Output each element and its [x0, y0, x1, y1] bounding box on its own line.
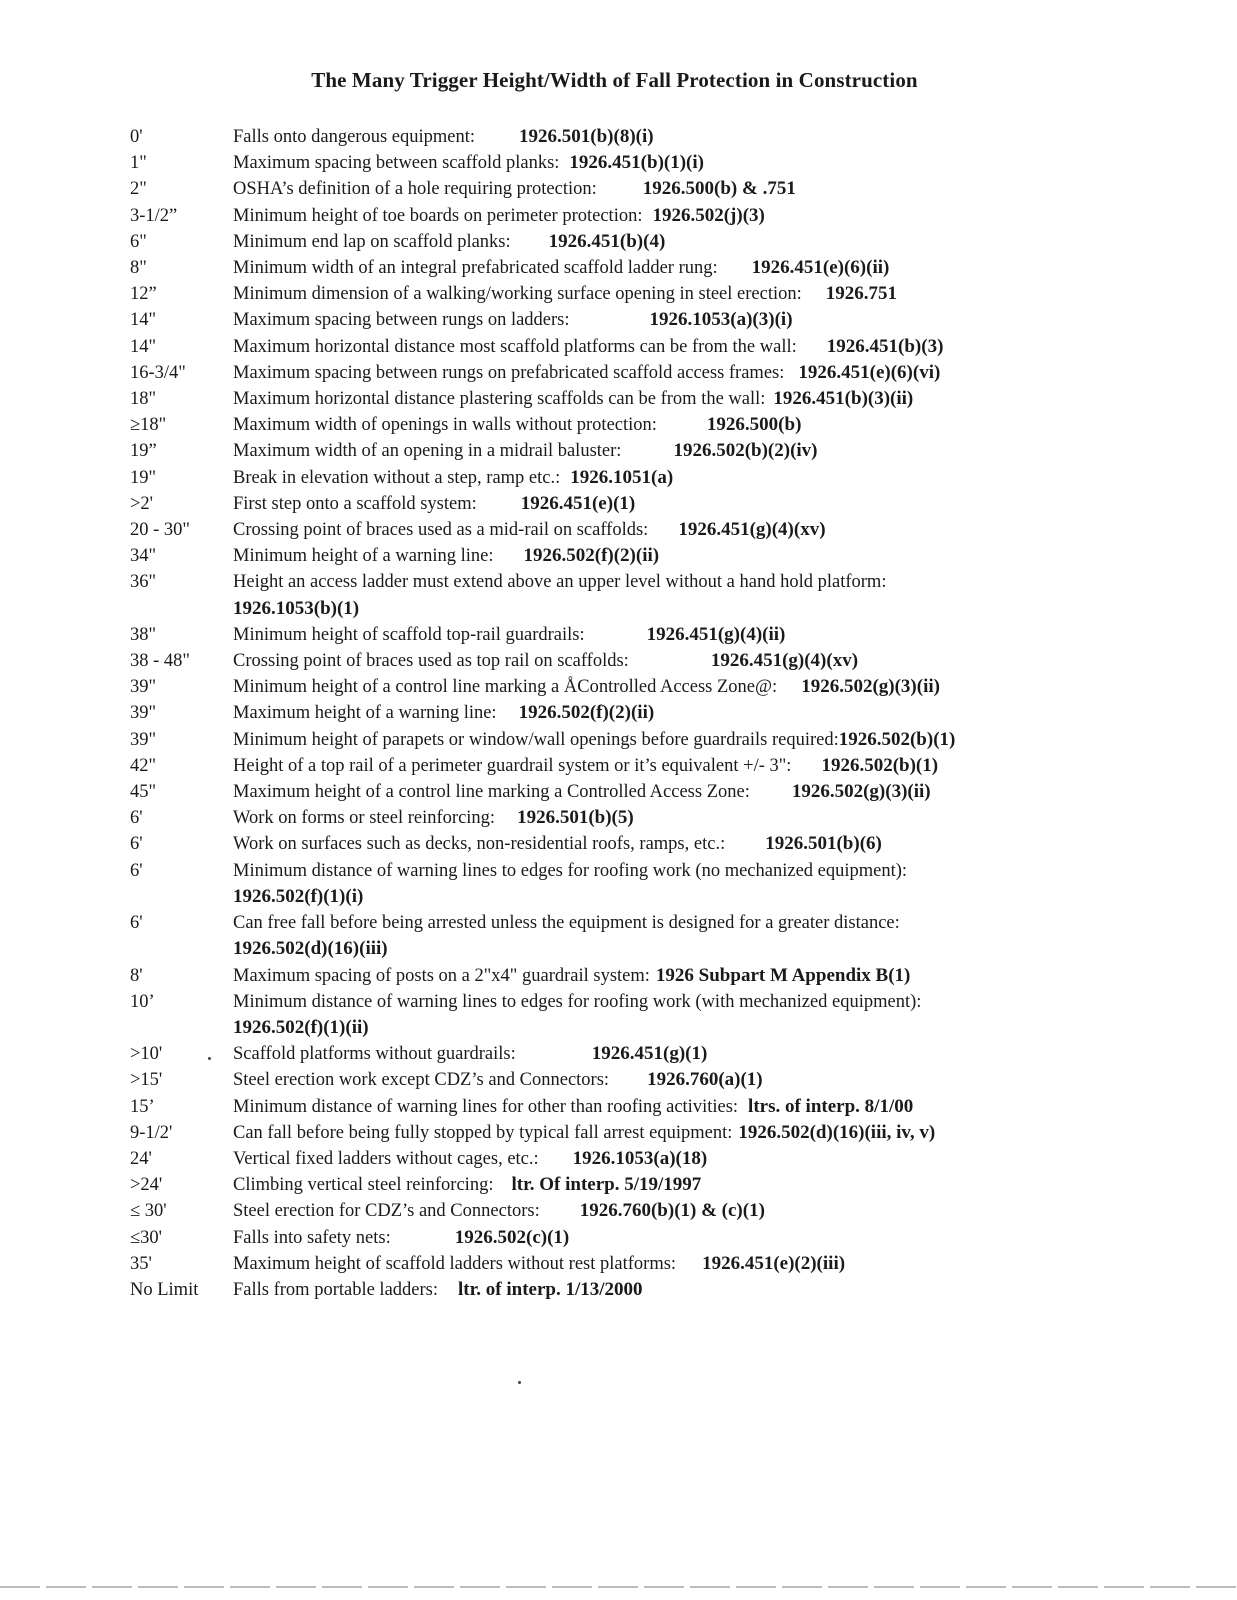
trigger-height: 19” — [130, 441, 157, 462]
regulation-reference: 1926.502(f)(2)(ii) — [518, 702, 655, 724]
requirement-description — [233, 334, 1220, 360]
regulation-reference: 1926.502(d)(16)(iii) — [233, 938, 388, 960]
trigger-height: 6' — [130, 913, 143, 934]
description-text: Minimum end lap on scaffold planks: — [233, 231, 511, 252]
trigger-height: 6" — [130, 231, 147, 252]
list-item — [130, 412, 1220, 438]
requirement-description — [233, 805, 1220, 831]
trigger-height: >15' — [130, 1070, 163, 1091]
regulation-reference: ltr. Of interp. 5/19/1997 — [511, 1174, 702, 1196]
description-text: Minimum height of toe boards on perimeter protection: — [233, 205, 643, 226]
description-text: Scaffold platforms without guardrails: — [233, 1044, 516, 1065]
list-item — [130, 150, 1220, 176]
description-text: Minimum height of a warning line: — [233, 546, 494, 567]
regulation-reference: 1926.501(b)(5) — [517, 807, 634, 829]
requirement-description — [233, 727, 1220, 753]
regulation-reference: ltrs. of interp. 8/1/00 — [748, 1095, 914, 1117]
trigger-height: 2" — [130, 179, 147, 200]
list-item — [130, 963, 1220, 989]
regulation-reference: 1926.502(g)(3)(ii) — [801, 676, 940, 698]
list-item — [130, 910, 1220, 962]
requirement-description — [233, 438, 1220, 464]
regulation-reference: 1926.451(e)(1) — [520, 492, 636, 514]
description-text: First step onto a scaffold system: — [233, 493, 477, 514]
trigger-height: 38 - 48" — [130, 651, 190, 672]
requirement-description — [233, 412, 1220, 438]
list-item — [130, 1251, 1220, 1277]
regulation-reference: 1926.1053(a)(3)(i) — [649, 309, 793, 331]
regulation-reference: 1926.451(b)(3)(ii) — [773, 388, 914, 410]
requirement-description — [233, 648, 1220, 674]
trigger-height: 8" — [130, 258, 147, 279]
regulation-reference: 1926.760(b)(1) & (c)(1) — [579, 1200, 765, 1222]
regulation-reference: 1926.451(g)(4)(xv) — [710, 650, 859, 672]
regulation-reference: 1926.451(e)(6)(ii) — [751, 257, 890, 279]
trigger-height: 6' — [130, 834, 143, 855]
description-text: Steel erection work except CDZ’s and Connectors: — [233, 1070, 610, 1091]
requirement-description — [233, 491, 1220, 517]
scan-edge-line — [0, 1586, 1237, 1588]
requirement-description — [233, 1277, 1220, 1303]
list-item — [130, 1041, 1220, 1067]
regulation-reference: 1926.502(f)(1)(ii) — [233, 1016, 369, 1038]
description-text: Climbing vertical steel reinforcing: — [233, 1175, 494, 1196]
description-text: Falls into safety nets: — [233, 1227, 391, 1248]
trigger-height: ≤ 30' — [130, 1201, 167, 1222]
description-text: Can free fall before being arrested unless the equipment is designed for a greater distance: — [233, 913, 900, 934]
requirement-description — [233, 622, 1220, 648]
regulation-reference: ltr. of interp. 1/13/2000 — [458, 1278, 643, 1300]
trigger-height: 42" — [130, 755, 157, 776]
requirement-description — [233, 229, 1220, 255]
list-item — [130, 1172, 1220, 1198]
trigger-height: >24' — [130, 1175, 163, 1196]
list-item — [130, 543, 1220, 569]
trigger-height: 36" — [130, 572, 157, 593]
regulation-reference: 1926.1053(a)(18) — [572, 1147, 708, 1169]
regulation-reference: 1926.502(j)(3) — [652, 204, 765, 226]
regulation-reference: 1926.502(g)(3)(ii) — [791, 781, 931, 803]
description-text: Minimum height of scaffold top-rail guardrails: — [233, 624, 585, 645]
list-item — [130, 334, 1220, 360]
regulation-reference: 1926.751 — [825, 283, 897, 305]
trigger-height: 9-1/2' — [130, 1122, 173, 1143]
regulation-reference: 1926.502(f)(2)(ii) — [523, 545, 660, 567]
requirement-description — [233, 465, 1220, 491]
regulation-reference: 1926.502(b)(2)(iv) — [673, 440, 818, 462]
list-item — [130, 700, 1220, 726]
regulation-reference: 1926.502(c)(1) — [454, 1226, 570, 1248]
regulation-reference: 1926.1051(a) — [570, 466, 674, 488]
regulation-reference: 1926.451(b)(3) — [826, 335, 944, 357]
requirement-description — [233, 517, 1220, 543]
list-item — [130, 1225, 1220, 1251]
description-text: Height of a top rail of a perimeter guardrail system or it’s equivalent +/- 3": — [233, 755, 792, 776]
trigger-height: 6' — [130, 808, 143, 829]
list-item — [130, 674, 1220, 700]
list-item — [130, 622, 1220, 648]
requirement-description — [233, 307, 1220, 333]
trigger-height: 38" — [130, 624, 157, 645]
trigger-height: 34" — [130, 546, 157, 567]
description-text: Minimum distance of warning lines for other than roofing activities: — [233, 1096, 739, 1117]
trigger-height: No Limit — [130, 1279, 199, 1300]
requirement-description — [233, 1041, 1220, 1067]
description-text: OSHA’s definition of a hole requiring protection: — [233, 179, 597, 200]
description-text: Steel erection for CDZ’s and Connectors: — [233, 1201, 540, 1222]
requirement-description — [233, 569, 1220, 621]
requirement-description — [233, 989, 1220, 1041]
list-item — [130, 805, 1220, 831]
requirement-description — [233, 963, 1220, 989]
list-item — [130, 727, 1220, 753]
description-text: Maximum horizontal distance most scaffold platforms can be from the wall: — [233, 336, 797, 357]
scan-speck — [518, 1381, 521, 1384]
list-item — [130, 517, 1220, 543]
description-text: Height an access ladder must extend above an upper level without a hand hold platform: — [233, 572, 887, 593]
requirement-description — [233, 1225, 1220, 1251]
description-text: Maximum spacing between rungs on prefabricated scaffold access frames: — [233, 362, 785, 383]
requirement-description — [233, 124, 1220, 150]
requirement-description — [233, 1094, 1220, 1120]
trigger-height: 39" — [130, 677, 157, 698]
regulation-reference: 1926.502(b)(1) — [838, 728, 956, 750]
trigger-height: 14" — [130, 310, 157, 331]
regulation-reference: 1926.451(g)(1) — [591, 1043, 708, 1065]
requirement-description — [233, 910, 1220, 962]
description-text: Maximum spacing between scaffold planks: — [233, 153, 560, 174]
list-item — [130, 1277, 1220, 1303]
regulation-reference: 1926.500(b) & .751 — [642, 178, 796, 200]
requirement-description — [233, 1067, 1220, 1093]
requirement-description — [233, 255, 1220, 281]
list-item — [130, 1198, 1220, 1224]
requirement-description — [233, 858, 1220, 910]
trigger-height: 8' — [130, 965, 143, 986]
trigger-height: 3-1/2” — [130, 205, 178, 226]
trigger-height: >10' — [130, 1044, 163, 1065]
trigger-height: 14" — [130, 336, 157, 357]
list-item — [130, 360, 1220, 386]
trigger-height: 18" — [130, 389, 157, 410]
description-text: Maximum width of openings in walls without protection: — [233, 415, 657, 436]
requirement-description — [233, 753, 1220, 779]
description-text: Maximum spacing between rungs on ladders: — [233, 310, 570, 331]
trigger-height: ≥18" — [130, 415, 167, 436]
requirement-description — [233, 1120, 1220, 1146]
regulation-reference: 1926.501(b)(8)(i) — [519, 126, 654, 147]
list-item — [130, 307, 1220, 333]
regulation-reference: 1926.760(a)(1) — [647, 1069, 763, 1091]
trigger-height: 24' — [130, 1148, 152, 1169]
trigger-height: 19" — [130, 467, 157, 488]
regulation-reference: 1926.1053(b)(1) — [233, 597, 360, 619]
trigger-height: 6' — [130, 860, 143, 881]
regulation-reference: 1926.451(g)(4)(xv) — [678, 519, 826, 541]
trigger-height: 12” — [130, 284, 157, 305]
requirement-description — [233, 1198, 1220, 1224]
list-item — [130, 255, 1220, 281]
requirement-description — [233, 779, 1220, 805]
regulation-reference: 1926.451(e)(6)(vi) — [798, 361, 941, 383]
description-text: Work on forms or steel reinforcing: — [233, 808, 496, 829]
trigger-height: 39" — [130, 703, 157, 724]
list-item — [130, 753, 1220, 779]
requirement-description — [233, 150, 1220, 176]
description-text: Falls onto dangerous equipment: — [233, 127, 476, 147]
list-item — [130, 569, 1220, 621]
list-item — [130, 648, 1220, 674]
requirement-description — [233, 831, 1220, 857]
description-text: Maximum spacing of posts on a 2"x4" guardrail system: — [233, 965, 650, 986]
regulation-reference: 1926 Subpart M Appendix B(1) — [655, 964, 911, 986]
trigger-height: 10’ — [130, 991, 155, 1012]
requirement-description — [233, 543, 1220, 569]
requirement-description — [233, 176, 1220, 202]
requirement-description — [233, 674, 1220, 700]
description-text: Break in elevation without a step, ramp etc.: — [233, 467, 561, 488]
trigger-height: 35' — [130, 1253, 152, 1274]
regulation-reference: 1926.451(b)(1)(i) — [569, 152, 704, 174]
trigger-height: 16-3/4" — [130, 362, 186, 383]
trigger-height: >2' — [130, 493, 154, 514]
requirement-description — [233, 700, 1220, 726]
description-text: Minimum dimension of a walking/working surface opening in steel erection: — [233, 284, 802, 305]
list-item — [130, 281, 1220, 307]
requirement-description — [233, 1172, 1220, 1198]
requirement-description — [233, 1146, 1220, 1172]
description-text: Falls from portable ladders: — [233, 1279, 438, 1300]
regulation-reference: 1926.502(d)(16)(iii, iv, v) — [738, 1121, 936, 1143]
trigger-height: 39" — [130, 729, 157, 750]
list-item — [130, 203, 1220, 229]
regulation-reference: 1926.500(b) — [706, 414, 802, 436]
requirement-description — [233, 386, 1220, 412]
description-text: Maximum height of scaffold ladders without rest platforms: — [233, 1253, 677, 1274]
description-text: Crossing point of braces used as a mid-rail on scaffolds: — [233, 520, 649, 541]
list-item — [130, 831, 1220, 857]
list-item — [130, 779, 1220, 805]
description-text: Work on surfaces such as decks, non-residential roofs, ramps, etc.: — [233, 834, 726, 855]
list-item — [130, 229, 1220, 255]
description-text: Minimum height of parapets or window/wall openings before guardrails required: — [233, 729, 839, 750]
trigger-height: 0' — [130, 127, 143, 147]
list-item — [130, 386, 1220, 412]
trigger-height: 20 - 30" — [130, 520, 190, 541]
list-item — [130, 124, 1220, 150]
description-text: Minimum distance of warning lines to edges for roofing work (with mechanized equipment): — [233, 991, 922, 1012]
list-item — [130, 176, 1220, 202]
trigger-height: 15’ — [130, 1096, 155, 1117]
list-item — [130, 989, 1220, 1041]
requirement-description — [233, 1251, 1220, 1277]
requirement-description — [233, 203, 1220, 229]
trigger-height-list — [130, 124, 1220, 1303]
regulation-reference: 1926.502(f)(1)(i) — [233, 885, 364, 907]
list-item — [130, 1120, 1220, 1146]
description-text: Vertical fixed ladders without cages, etc.: — [233, 1148, 539, 1169]
scan-speck — [208, 1057, 211, 1060]
description-text: Maximum width of an opening in a midrail baluster: — [233, 441, 622, 462]
trigger-height: 1" — [130, 153, 147, 174]
description-text: Maximum horizontal distance plastering scaffolds can be from the wall: — [233, 389, 766, 410]
trigger-height: 45" — [130, 782, 157, 803]
regulation-reference: 1926.451(e)(2)(iii) — [702, 1252, 846, 1274]
list-item — [130, 491, 1220, 517]
list-item — [130, 1094, 1220, 1120]
requirement-description — [233, 281, 1220, 307]
page-title: The Many Trigger Height/Width of Fall Protection in Construction — [311, 68, 918, 92]
requirement-description — [233, 360, 1220, 386]
description-text: Can fall before being fully stopped by typical fall arrest equipment: — [233, 1122, 733, 1143]
regulation-reference: 1926.502(b)(1) — [821, 754, 939, 776]
list-item — [130, 1067, 1220, 1093]
list-item — [130, 858, 1220, 910]
list-item — [130, 438, 1220, 464]
description-text: Maximum height of a control line marking a Controlled Access Zone: — [233, 782, 750, 803]
list-item — [130, 465, 1220, 491]
description-text: Minimum height of a control line marking a ÅControlled Access Zone@: — [233, 677, 778, 698]
description-text: Minimum distance of warning lines to edges for roofing work (no mechanized equipment): — [233, 860, 908, 881]
regulation-reference: 1926.451(b)(4) — [548, 230, 666, 252]
trigger-height: ≤30' — [130, 1227, 162, 1248]
list-item — [130, 1146, 1220, 1172]
description-text: Crossing point of braces used as top rail on scaffolds: — [233, 651, 629, 672]
description-text: Maximum height of a warning line: — [233, 703, 497, 724]
description-text: Minimum width of an integral prefabricated scaffold ladder rung: — [233, 258, 718, 279]
regulation-reference: 1926.451(g)(4)(ii) — [646, 623, 786, 645]
regulation-reference: 1926.501(b)(6) — [765, 833, 882, 855]
